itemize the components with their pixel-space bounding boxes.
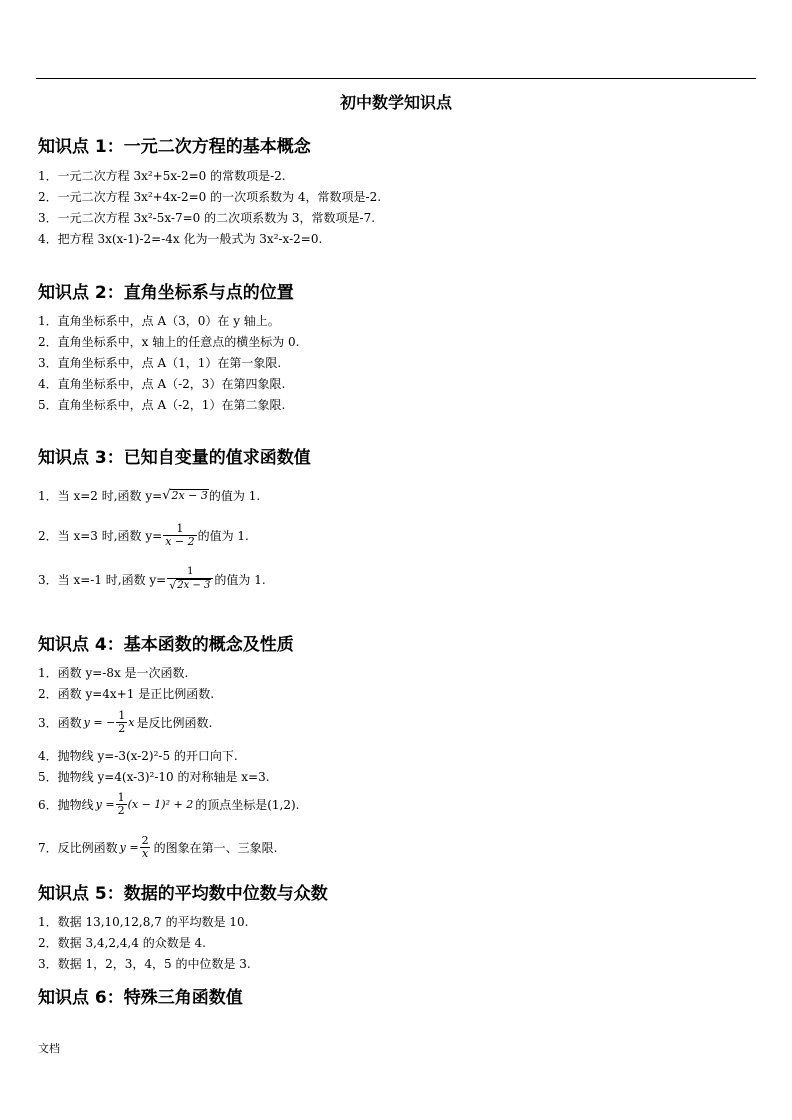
fraction	[116, 710, 127, 735]
s2-item-5: 5．直角坐标系中，点 A（-2，1）在第二象限.	[38, 398, 286, 412]
sqrt-expression	[162, 489, 209, 502]
s3-item-3-post: 的值为 1.	[214, 572, 266, 587]
section-2-heading: 知识点 2：直角坐标系与点的位置	[38, 283, 294, 303]
s4-item-7-pre: 7．反比例函数	[38, 840, 118, 855]
s3-item-2-post: 的值为 1.	[197, 528, 249, 543]
s4-item-7-lhs: y =	[119, 840, 139, 854]
s4-item-3-rhs: x	[128, 715, 135, 729]
s4-item-6-denominator: 2	[117, 803, 125, 817]
fraction	[163, 523, 196, 548]
s2-item-4: 4．直角坐标系中，点 A（-2，3）在第四象限.	[38, 377, 286, 391]
s4-item-7-denominator: x	[141, 846, 149, 860]
s5-item-3: 3．数据 1，2，3，4，5 的中位数是 3.	[38, 957, 251, 971]
s3-item-3-denominator	[167, 578, 213, 592]
s2-item-2: 2．直角坐标系中，x 轴上的任意点的横坐标为 0.	[38, 335, 300, 349]
s5-item-1: 1．数据 13,10,12,8,7 的平均数是 10.	[38, 915, 249, 929]
s5-item-2: 2．数据 3,4,2,4,4 的众数是 4.	[38, 936, 206, 950]
math-expression	[96, 792, 194, 817]
s4-item-7-numerator: 2	[141, 833, 149, 847]
s4-item-3-pre: 3．函数	[38, 715, 82, 730]
radical-icon: √	[169, 579, 177, 592]
s3-item-3-pre: 3．当 x=-1 时,函数 y=	[38, 572, 167, 587]
s4-item-5: 5．抛物线 y=4(x-3)²-10 的对称轴是 x=3.	[38, 770, 270, 784]
s3-item-1-post: 的值为 1.	[208, 488, 261, 503]
s4-item-6-post: 的顶点坐标是(1,2).	[195, 797, 300, 812]
section-5-heading: 知识点 5：数据的平均数中位数与众数	[38, 884, 328, 904]
page-title: 初中数学知识点	[339, 93, 452, 112]
section-1-heading: 知识点 1：一元二次方程的基本概念	[38, 137, 311, 157]
s4-item-6-rhs: (x − 1)² + 2	[127, 797, 194, 811]
s3-item-2-pre: 2．当 x=3 时,函数 y=	[38, 528, 163, 543]
s2-item-1: 1．直角坐标系中，点 A（3，0）在 y 轴上。	[38, 314, 280, 328]
s4-item-4: 4．抛物线 y=-3(x-2)²-5 的开口向下.	[38, 749, 238, 763]
s3-item-2	[38, 518, 249, 552]
s4-item-3	[38, 706, 212, 738]
s3-item-1-radicand: 2x − 3	[171, 488, 208, 502]
section-6-heading: 知识点 6：特殊三角函数值	[38, 988, 243, 1008]
s3-item-1	[38, 484, 260, 506]
s1-item-3: 3．一元二次方程 3x²-5x-7=0 的二次项系数为 3，常数项是-7.	[38, 211, 376, 225]
s3-item-3-radicand: 2x − 3	[177, 580, 211, 591]
s4-item-3-denominator: 2	[118, 721, 126, 735]
page-footer: 文档	[38, 1042, 60, 1055]
s4-item-2: 2．函数 y=4x+1 是正比例函数.	[38, 687, 215, 701]
s4-item-1: 1．函数 y=-8x 是一次函数.	[38, 666, 189, 680]
header-rule	[36, 78, 756, 79]
s4-item-3-post: 是反比例函数.	[136, 715, 213, 730]
s4-item-3-numerator: 1	[118, 708, 126, 722]
s3-item-3-numerator: 1	[187, 566, 194, 577]
math-expression	[84, 710, 135, 735]
radical-icon: √	[162, 487, 171, 503]
s4-item-6-lhs: y =	[95, 797, 115, 811]
s2-item-3: 3．直角坐标系中，点 A（1，1）在第一象限.	[38, 356, 282, 370]
s4-item-6	[38, 788, 299, 820]
sqrt-expression	[169, 579, 211, 592]
s4-item-7	[38, 830, 277, 864]
s4-item-6-pre: 6．抛物线	[38, 797, 94, 812]
s1-item-1: 1．一元二次方程 3x²+5x-2=0 的常数项是-2.	[38, 169, 286, 183]
math-expression	[120, 835, 152, 860]
s3-item-2-denominator: x − 2	[165, 534, 195, 548]
section-4-heading: 知识点 4：基本函数的概念及性质	[38, 635, 294, 655]
section-3-heading: 知识点 3：已知自变量的值求函数值	[38, 448, 311, 468]
s3-item-3	[38, 562, 266, 596]
s3-item-1-pre: 1．当 x=2 时,函数 y=	[38, 488, 163, 503]
s1-item-4: 4．把方程 3x(x-1)-2=-4x 化为一般式为 3x²-x-2=0.	[38, 232, 323, 246]
s3-item-2-numerator: 1	[176, 521, 184, 535]
s4-item-3-lhs: y = −	[83, 715, 116, 729]
s1-item-2: 2．一元二次方程 3x²+4x-2=0 的一次项系数为 4，常数项是-2.	[38, 190, 382, 204]
s4-item-6-numerator: 1	[117, 790, 125, 804]
fraction	[140, 835, 151, 860]
s4-item-7-post: 的图象在第一、三象限.	[153, 840, 278, 855]
fraction	[167, 566, 213, 592]
fraction	[116, 792, 127, 817]
